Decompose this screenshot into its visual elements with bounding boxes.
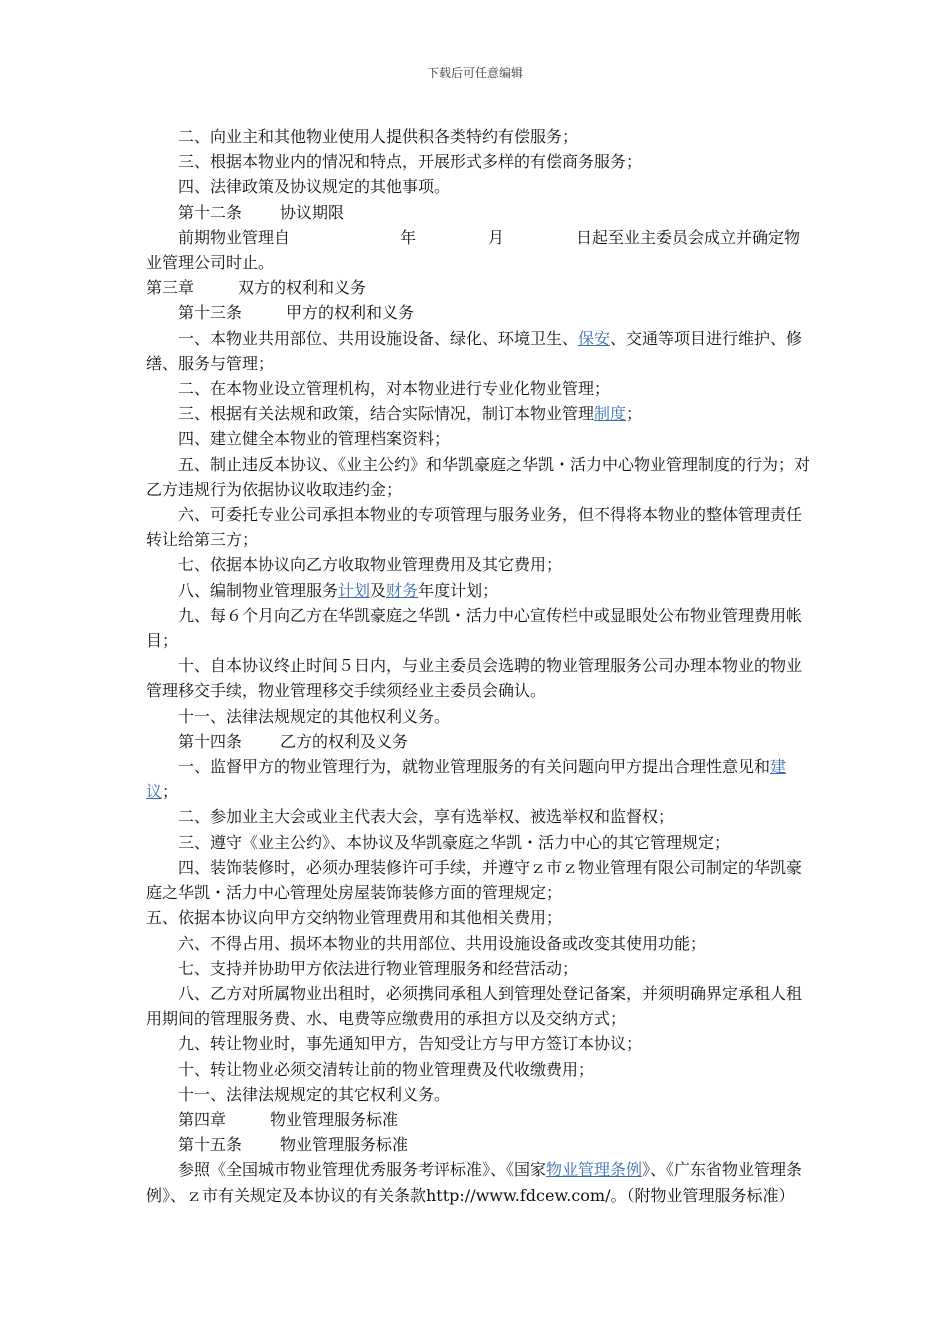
paragraph: 十、转让物业必须交清转让前的物业管理费及代收缴费用；	[178, 1059, 595, 1079]
paragraph: 三、根据本物业内的情况和特点，开展形式多样的有偿商务服务；	[178, 152, 643, 172]
paragraph: 六、不得占用、损坏本物业的共用部位、共用设施设备或改变其使用功能；	[178, 933, 707, 953]
paragraph: 一、监督甲方的物业管理行为，就物业管理服务的有关问题向甲方提出合理性意见和建议；	[146, 757, 787, 802]
chapter-number: 第三章	[146, 278, 195, 298]
paragraph: 二、参加业主大会或业主代表大会，享有选举权、被选举权和监督权；	[178, 807, 675, 827]
link-finance[interactable]: 财务	[386, 580, 419, 600]
chapter-title: 物业管理服务标准	[270, 1109, 399, 1129]
paragraph: 三、遵守《业主公约》、本协议及华凯豪庭之华凯・活力中心的其它管理规定；	[178, 832, 731, 852]
page-header: 下载后可任意编辑	[426, 66, 523, 80]
paragraph: 九、每６个月向乙方在华凯豪庭之华凯・活力中心宣传栏中或显眼处公布物业管理费用帐目；	[146, 605, 803, 651]
paragraph: 四、法律政策及协议规定的其他事项。	[178, 177, 451, 197]
paragraph: 二、向业主和其他物业使用人提供积各类特约有偿服务；	[178, 127, 579, 146]
article-title: 甲方的权利和义务	[286, 303, 415, 323]
article-number: 第十二条	[178, 202, 243, 222]
paragraph: 一、本物业共用部位、共用设施设备、绿化、环境卫生、保安、交通等项目进行维护、修缮、服务与管理；	[146, 328, 803, 373]
article-heading	[146, 200, 810, 225]
paragraph: 二、在本物业设立管理机构，对本物业进行专业化物业管理；	[178, 379, 611, 399]
paragraph: 十、自本协议终止时间５日内，与业主委员会选聘的物业管理服务公司办理本物业的物业管理移交手续，物业管理移交手续须经业主委员会确认。	[146, 656, 803, 701]
paragraph: 四、装饰装修时，必须办理装修许可手续，并遵守ｚ市ｚ物业管理有限公司制定的华凯豪庭之华凯・活力中心管理处房屋装饰装修方面的管理规定；	[146, 857, 803, 903]
paragraph: 七、支持并协助甲方依法进行物业管理服务和经营活动；	[178, 958, 579, 978]
paragraph: 四、建立健全本物业的管理档案资料；	[178, 429, 451, 449]
document-body	[146, 124, 810, 1208]
paragraph: 七、依据本协议向乙方收取物业管理费用及其它费用；	[178, 555, 563, 575]
link-plan[interactable]: 计划	[338, 580, 371, 600]
article-heading	[146, 1132, 810, 1157]
paragraph: 三、根据有关法规和政策，结合实际情况，制订本物业管理制度；	[178, 404, 643, 424]
paragraph: 参照《全国城市物业管理优秀服务考评标准》、《国家物业管理条例》、《广东省物业管理条例》、ｚ市有关规定及本协议的有关条款http://www.fdcew.com/。（附物业管理服务标准）	[146, 1160, 803, 1205]
chapter-title: 双方的权利和义务	[238, 278, 367, 298]
chapter-heading	[146, 1107, 810, 1132]
link-suggestion[interactable]: 建议	[146, 757, 787, 802]
paragraph: 九、转让物业时，事先通知甲方，告知受让方与甲方签订本协议；	[178, 1034, 643, 1054]
paragraph: 五、依据本协议向甲方交纳物业管理费用和其他相关费用；	[146, 908, 563, 928]
link-regulations[interactable]: 制度	[594, 404, 627, 424]
article-title: 物业管理服务标准	[280, 1135, 409, 1155]
link-regulation-act[interactable]: 物业管理条例	[546, 1160, 643, 1180]
link-security[interactable]: 保安	[578, 328, 611, 348]
article-title: 乙方的权利及义务	[280, 731, 409, 751]
paragraph: 五、制止违反本协议、《业主公约》和华凯豪庭之华凯・活力中心物业管理制度的行为；对乙方违规行为依据协议收取违约金；	[146, 454, 811, 499]
chapter-heading	[146, 275, 810, 300]
paragraph: 十一、法律法规规定的其他权利义务。	[178, 706, 451, 726]
article-number: 第十五条	[178, 1135, 243, 1155]
article-title: 协议期限	[280, 202, 345, 222]
article-heading	[146, 300, 810, 325]
paragraph: 八、乙方对所属物业出租时，必须携同承租人到管理处登记备案，并须明确界定承租人租用期间的管理服务费、水、电费等应缴费用的承担方以及交纳方式；	[146, 983, 803, 1029]
article-number: 第十三条	[178, 303, 243, 323]
paragraph: 前期物业管理自 年 月 日起至业主委员会成立并确定物业管理公司时止。	[146, 227, 801, 273]
article-heading	[146, 729, 810, 754]
article-number: 第十四条	[178, 731, 243, 751]
paragraph: 六、可委托专业公司承担本物业的专项管理与服务业务，但不得将本物业的整体管理责任转让给第三方；	[146, 505, 803, 550]
chapter-number: 第四章	[178, 1109, 227, 1129]
paragraph: 八、编制物业管理服务计划及财务年度计划；	[178, 580, 499, 600]
paragraph: 十一、法律法规规定的其它权利义务。	[178, 1084, 451, 1104]
